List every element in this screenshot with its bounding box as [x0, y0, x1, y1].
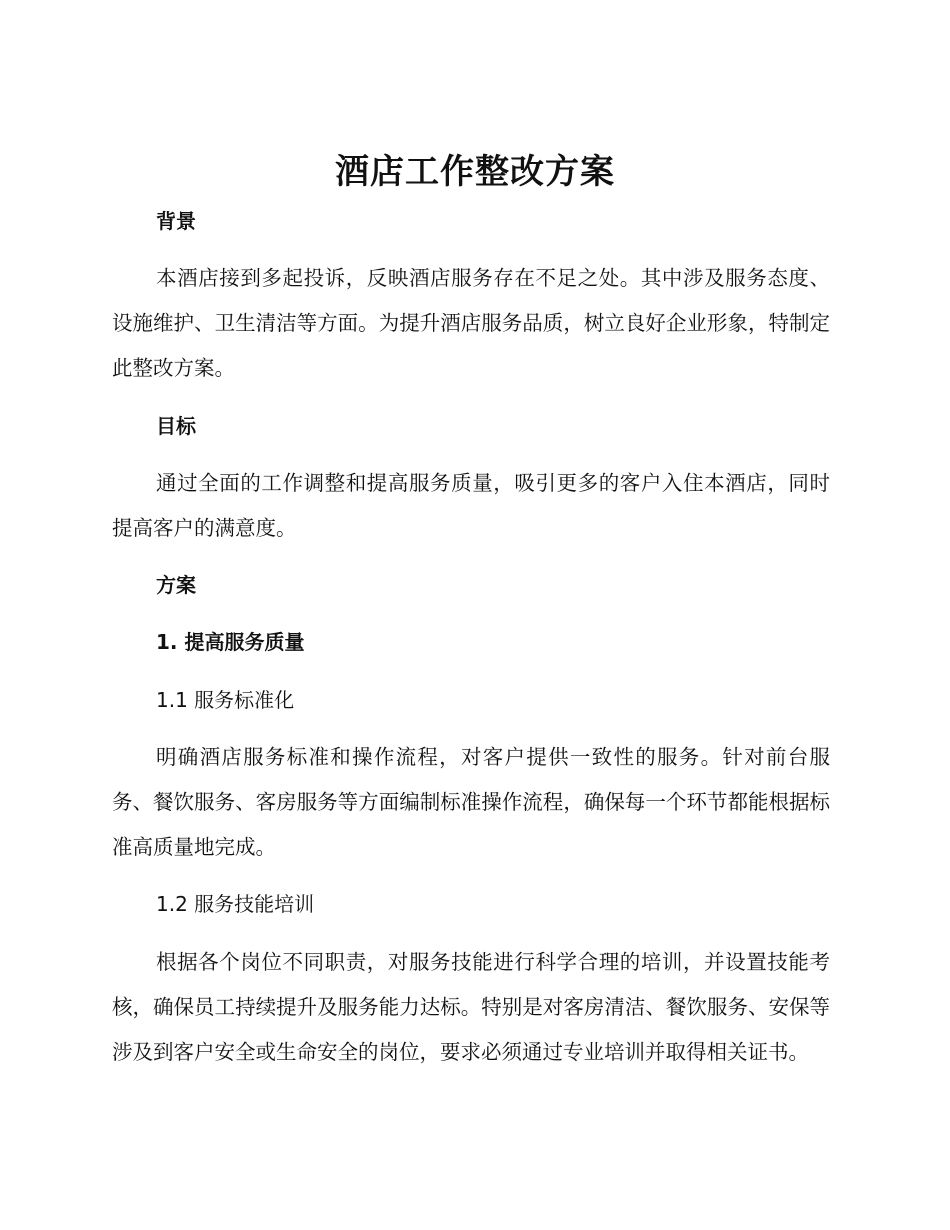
- paragraph-background: 本酒店接到多起投诉，反映酒店服务存在不足之处。其中涉及服务态度、设施维护、卫生清洁等方面。为提升酒店服务品质，树立良好企业形象，特制定此整改方案。: [112, 266, 830, 380]
- section-heading-goal: 目标: [156, 414, 196, 438]
- paragraph-skill-training: 根据各个岗位不同职责，对服务技能进行科学合理的培训，并设置技能考核，确保员工持续提升及服务能力达标。特别是对客房清洁、餐饮服务、安保等涉及到客户安全或生命安全的岗位，要求必须通过专业培训并取得相关证书。: [112, 950, 830, 1064]
- paragraph-standardization: 明确酒店服务标准和操作流程，对客户提供一致性的服务。针对前台服务、餐饮服务、客房服务等方面编制标准操作流程，确保每一个环节都能根据标准高质量地完成。: [112, 745, 830, 859]
- document-title: 酒店工作整改方案: [335, 152, 615, 192]
- subsection-heading-improve-service: 1. 提高服务质量: [156, 630, 305, 654]
- paragraph-goal: 通过全面的工作调整和提高服务质量，吸引更多的客户入住本酒店，同时提高客户的满意度。: [112, 471, 830, 540]
- subsection-heading-standardization: 1.1 服务标准化: [156, 688, 295, 712]
- subsection-heading-skill-training: 1.2 服务技能培训: [156, 892, 315, 916]
- section-heading-background: 背景: [156, 209, 196, 233]
- section-heading-plan: 方案: [156, 573, 196, 597]
